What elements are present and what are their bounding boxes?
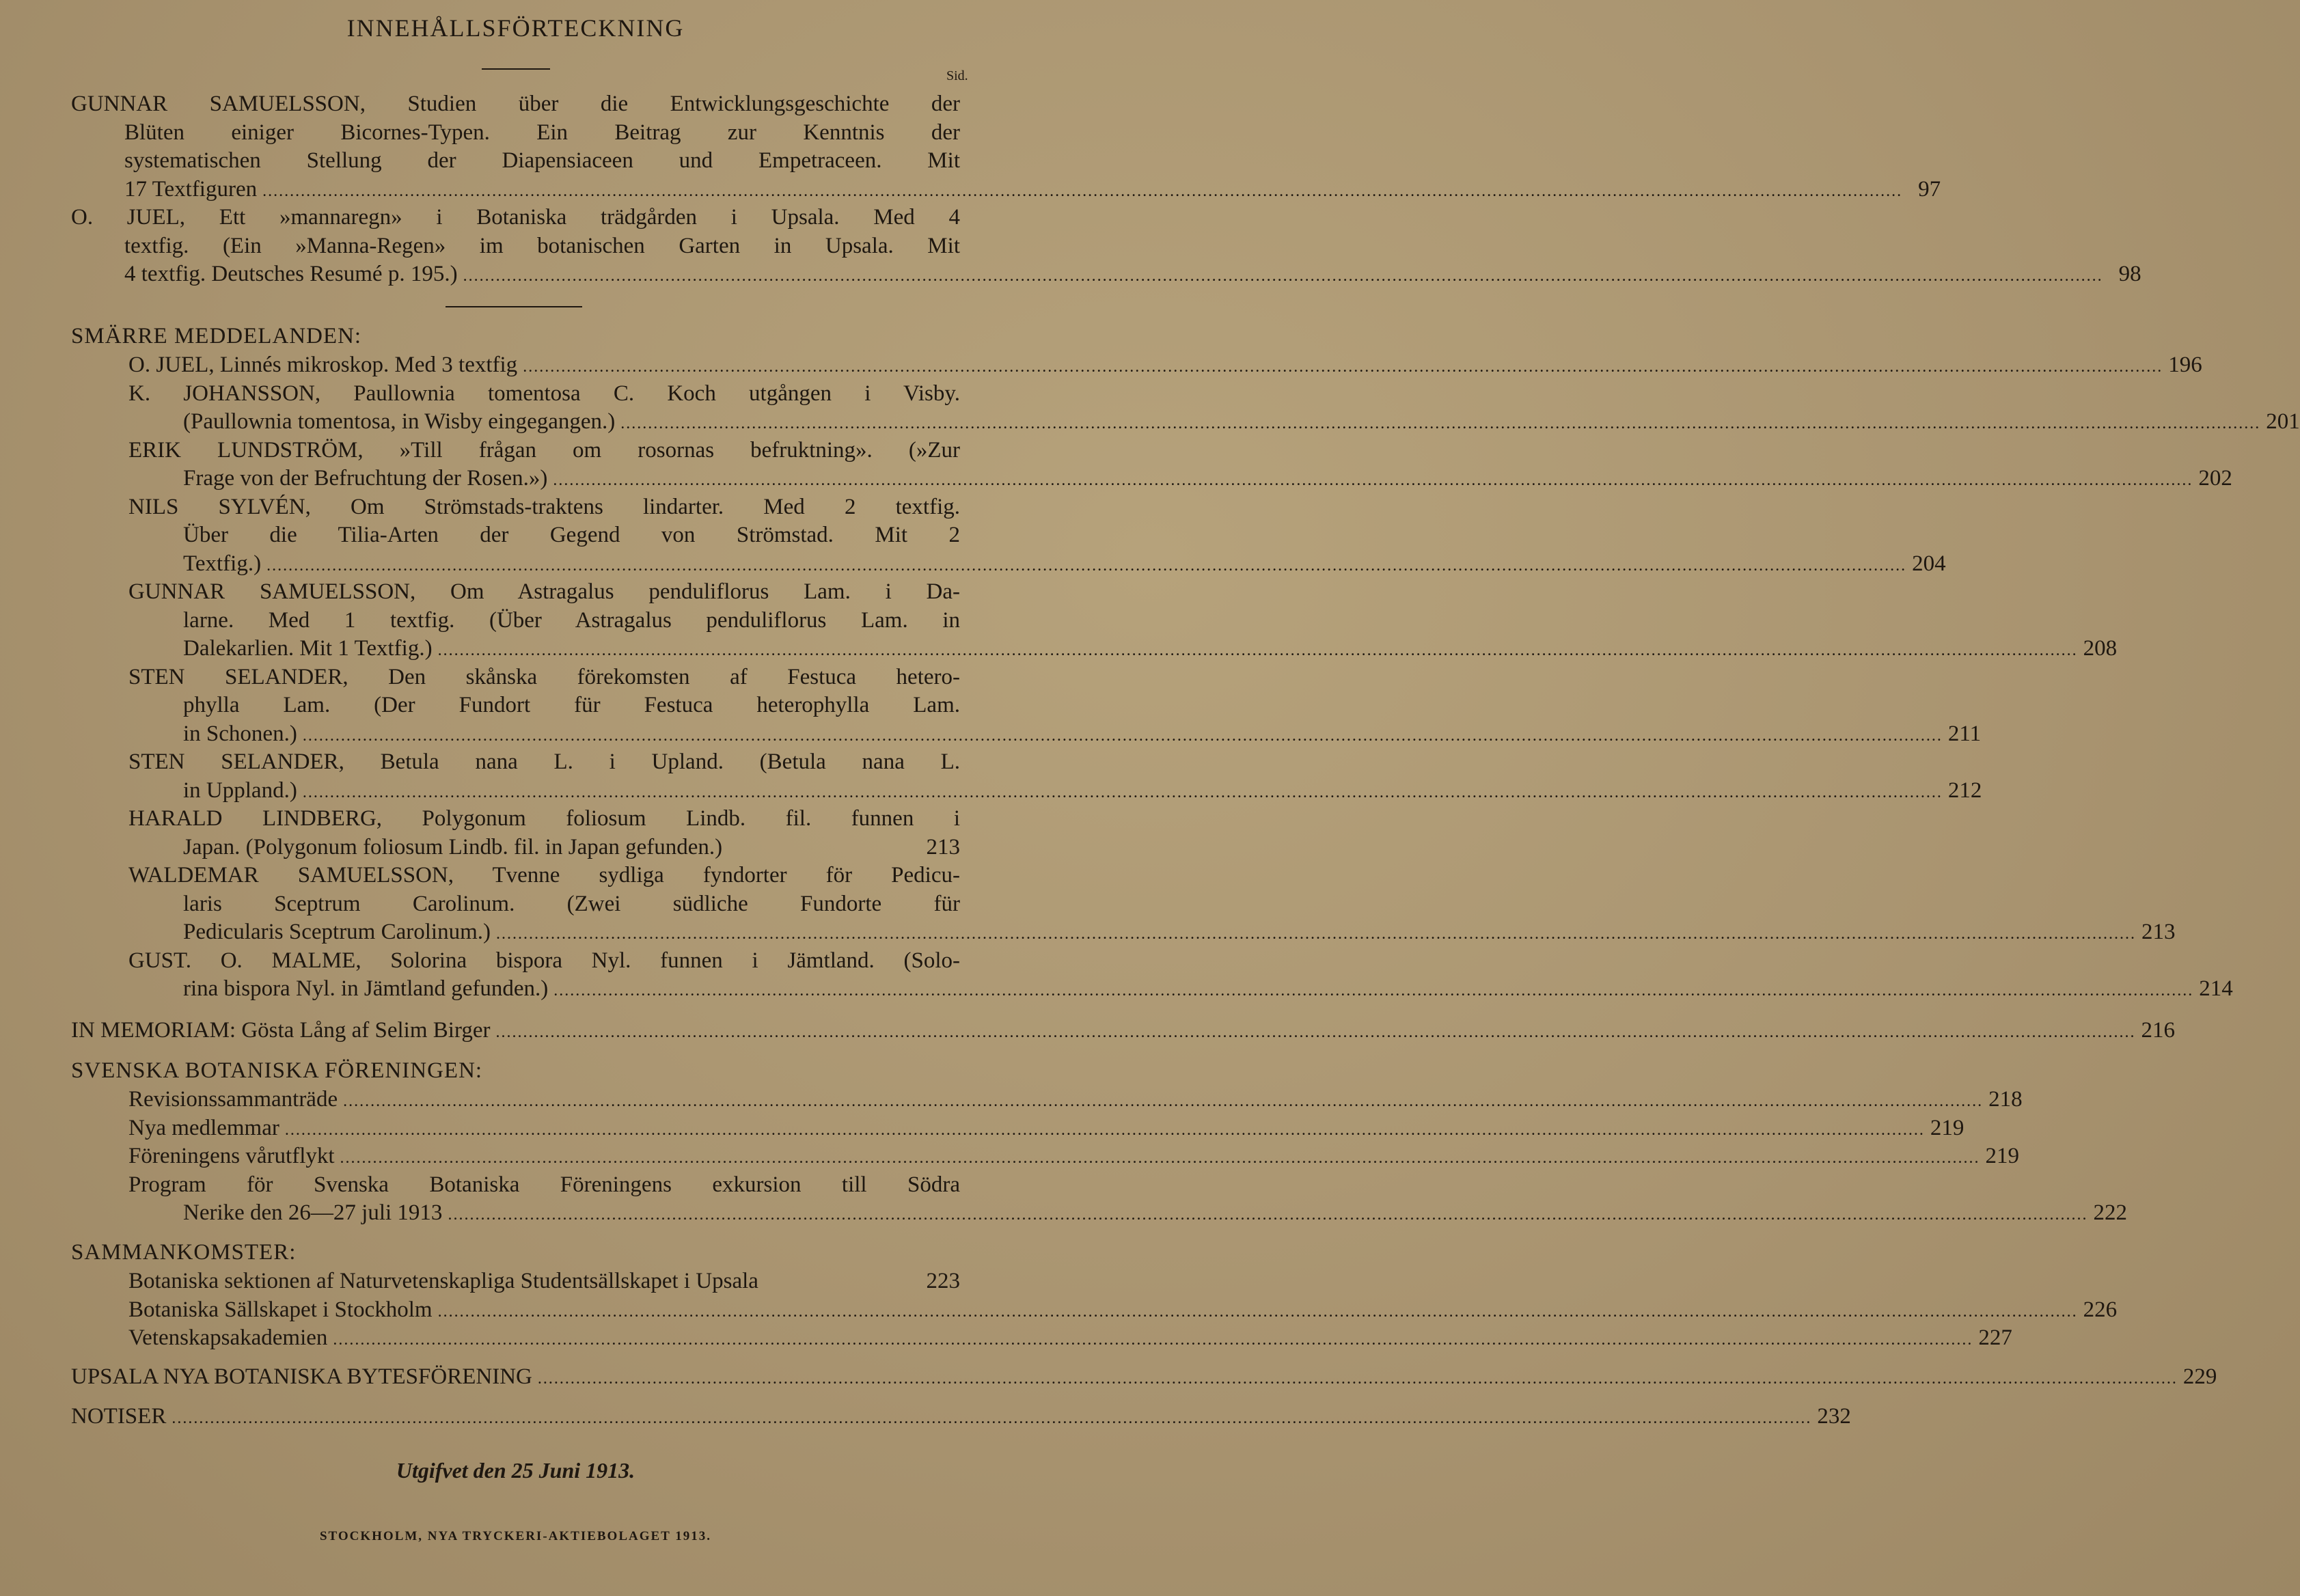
dot-leader: ............................................................................................................................................................................................................................................................................................................	[172, 1409, 1812, 1427]
title-rule	[482, 68, 550, 70]
entry-line: GUNNAR SAMUELSSON, Om Astragalus penduliflorus Lam. i Da-	[128, 579, 960, 604]
dot-leader: ............................................................................................................................................................................................................................................................................................................	[437, 1302, 2078, 1321]
page-number: 97	[1918, 176, 1941, 202]
printer-imprint: STOCKHOLM, NYA TRYCKERI-AKTIEBOLAGET 1913.	[319, 1529, 712, 1543]
entry-line: larne. Med 1 textfig. (Über Astragalus penduliflorus Lam. in	[183, 607, 960, 633]
toc-entry-line	[183, 408, 2300, 438]
toc-entry-line	[128, 1324, 2012, 1354]
entry-line: Über die Tilia-Arten der Gegend von Strömstad. Mit 2	[183, 523, 960, 547]
entry-text: 4 textfig. Deutsches Resumé p. 195.)	[124, 262, 458, 286]
entry-text: Revisionssammanträde	[128, 1087, 338, 1112]
page-number: 232	[1817, 1404, 1851, 1429]
page-number: 219	[1985, 1144, 2020, 1168]
entry-line: STEN SELANDER, Den skånska förekomsten af Festuca hetero-	[128, 664, 960, 689]
entry-text: Frage von der Befruchtung der Rosen.»)	[183, 466, 548, 491]
dot-leader: ............................................................................................................................................................................................................................................................................................................	[266, 556, 1907, 575]
dot-leader: ............................................................................................................................................................................................................................................................................................................	[495, 1023, 2136, 1041]
page-number: 202	[2198, 466, 2232, 491]
page-number: 213	[926, 834, 960, 859]
dot-leader: ............................................................................................................................................................................................................................................................................................................	[523, 358, 2163, 376]
dot-leader: ............................................................................................................................................................................................................................................................................................................	[302, 783, 1943, 801]
page-number: 214	[2199, 976, 2233, 1001]
entry-text: O. JUEL, Linnés mikroskop. Med 3 textfig	[128, 353, 518, 377]
entry-text: NOTISER	[71, 1404, 167, 1429]
dot-leader: ............................................................................................................................................................................................................................................................................................................	[496, 925, 2136, 943]
entry-text: in Schonen.)	[183, 721, 297, 746]
entry-line: phylla Lam. (Der Fundort für Festuca heterophylla Lam.	[183, 693, 960, 717]
toc-entry-line	[183, 834, 960, 862]
entry-line: NILS SYLVÉN, Om Strömstads-traktens lindarter. Med 2 textfig.	[128, 494, 960, 519]
dot-leader: ............................................................................................................................................................................................................................................................................................................	[448, 1206, 2088, 1224]
dot-leader: ............................................................................................................................................................................................................................................................................................................	[537, 1370, 2178, 1388]
toc-entry-line	[128, 351, 2202, 381]
page-number: 226	[2083, 1297, 2118, 1322]
toc-entry-line	[183, 918, 2176, 948]
toc-entry-line	[128, 1267, 960, 1295]
dot-leader: ............................................................................................................................................................................................................................................................................................................	[262, 182, 1903, 200]
entry-text: Textfig.)	[183, 551, 262, 576]
entry-line: WALDEMAR SAMUELSSON, Tvenne sydliga fyndorter för Pedicu-	[128, 863, 960, 888]
page-number: 218	[1988, 1087, 2023, 1112]
entry-text: rina bispora Nyl. in Jämtland gefunden.)	[183, 976, 549, 1001]
page-number: 227	[1978, 1325, 2012, 1350]
entry-line: STEN SELANDER, Betula nana L. i Upland. (Betula nana L.	[128, 749, 960, 774]
entry-text: UPSALA NYA BOTANISKA BYTESFÖRENING	[71, 1364, 532, 1389]
page-column-label: Sid.	[946, 68, 968, 83]
toc-entry-line	[71, 1017, 2175, 1047]
page-number: 201	[2266, 409, 2300, 434]
section-heading: SAMMANKOMSTER:	[71, 1240, 297, 1265]
dot-leader: ............................................................................................................................................................................................................................................................................................................	[333, 1331, 1973, 1349]
entry-line: textfig. (Ein »Manna-Regen» im botanischen Garten in Upsala. Mit	[124, 233, 960, 258]
page-number: 208	[2083, 636, 2118, 661]
entry-line: Blüten einiger Bicornes-Typen. Ein Beitrag zur Kenntnis der	[124, 120, 960, 145]
entry-text: Nya medlemmar	[128, 1115, 279, 1140]
entry-line: laris Sceptrum Carolinum. (Zwei südliche Fundorte für	[183, 891, 960, 916]
toc-entry-line	[183, 635, 2118, 665]
dot-leader: ............................................................................................................................................................................................................................................................................................................	[553, 471, 2193, 489]
publication-date: Utgifvet den 25 Juni 1913.	[396, 1458, 635, 1483]
toc-entry-line	[183, 975, 2233, 1005]
entry-line: K. JOHANSSON, Paullownia tomentosa C. Koch utgången i Visby.	[128, 381, 960, 406]
entry-line: GUST. O. MALME, Solorina bispora Nyl. funnen i Jämtland. (Solo-	[128, 948, 960, 973]
entry-line: O. JUEL, Ett »mannaregn» i Botaniska trädgården i Upsala. Med 4	[71, 205, 960, 230]
page-number: 98	[2118, 262, 2141, 286]
entry-text: Vetenskapsakademien	[128, 1325, 328, 1350]
toc-entry-line	[128, 1114, 1964, 1144]
dot-leader: ............................................................................................................................................................................................................................................................................................................	[340, 1149, 1980, 1167]
page-number: 211	[1947, 721, 1982, 746]
page-number: 219	[1930, 1115, 1964, 1140]
toc-entry-line	[128, 1142, 2020, 1172]
page-number: 196	[2168, 353, 2202, 377]
entry-text: (Paullownia tomentosa, in Wisby eingegangen.)	[183, 409, 616, 434]
toc-entry-line	[71, 1363, 2217, 1393]
entry-text: Japan. (Polygonum foliosum Lindb. fil. in Japan gefunden.)	[183, 834, 723, 859]
entry-text: Botaniska sektionen af Naturvetenskapliga Studentsällskapet i Upsala	[128, 1269, 758, 1293]
entry-text: Nerike den 26—27 juli 1913	[183, 1200, 443, 1225]
toc-entry-line	[124, 260, 2141, 290]
entry-text: Föreningens vårutflykt	[128, 1144, 335, 1168]
toc-entry-line	[183, 777, 1982, 807]
toc-entry-line	[183, 465, 2232, 495]
entry-text: 17 Textfiguren	[124, 176, 258, 202]
entry-text: Pedicularis Sceptrum Carolinum.)	[183, 920, 491, 944]
page-number: 216	[2141, 1018, 2175, 1043]
section-heading: SVENSKA BOTANISKA FÖRENINGEN:	[71, 1058, 483, 1083]
toc-entry-line	[128, 1296, 2118, 1326]
page-number: 204	[1912, 551, 1946, 576]
page-number: 222	[2093, 1200, 2127, 1225]
entry-line: ERIK LUNDSTRÖM, »Till frågan om rosornas befruktning». (»Zur	[128, 437, 960, 463]
page-number: 213	[2141, 920, 2176, 944]
page-number: 212	[1947, 778, 1982, 803]
dot-leader: ............................................................................................................................................................................................................................................................................................................	[553, 982, 2194, 1000]
entry-line: HARALD LINDBERG, Polygonum foliosum Lindb. fil. funnen i	[128, 806, 960, 831]
page-title: INNEHÅLLSFÖRTECKNING	[346, 14, 685, 42]
dot-leader: ............................................................................................................................................................................................................................................................................................................	[463, 267, 2103, 285]
dot-leader: ............................................................................................................................................................................................................................................................................................................	[343, 1092, 1984, 1110]
dot-leader: ............................................................................................................................................................................................................................................................................................................	[284, 1120, 1925, 1139]
page-number: 229	[2182, 1364, 2217, 1389]
entry-line: systematischen Stellung der Diapensiaceen und Empetraceen. Mit	[124, 148, 960, 173]
toc-entry-line	[183, 720, 1982, 750]
entry-text: Botaniska Sällskapet i Stockholm	[128, 1297, 433, 1322]
toc-entry-line	[183, 550, 1946, 580]
section-rule	[446, 306, 582, 307]
dot-leader: ............................................................................................................................................................................................................................................................................................................	[620, 415, 2261, 432]
section-heading: SMÄRRE MEDDELANDEN:	[71, 324, 362, 348]
toc-entry-line	[183, 1199, 2127, 1229]
toc-entry-line	[71, 1403, 1851, 1433]
toc-entry-line	[124, 176, 1941, 206]
page-number: 223	[926, 1269, 960, 1293]
entry-text: IN MEMORIAM: Gösta Lång af Selim Birger	[71, 1018, 491, 1043]
dot-leader: ............................................................................................................................................................................................................................................................................................................	[302, 726, 1943, 745]
toc-entry-line	[128, 1086, 2023, 1116]
entry-line: Program för Svenska Botaniska Föreningens exkursion till Södra	[128, 1172, 960, 1197]
entry-text: in Uppland.)	[183, 778, 297, 803]
dot-leader: ............................................................................................................................................................................................................................................................................................................	[437, 642, 2078, 659]
entry-line: GUNNAR SAMUELSSON, Studien über die Entwicklungsgeschichte der	[71, 92, 960, 116]
entry-text: Dalekarlien. Mit 1 Textfig.)	[183, 636, 433, 661]
